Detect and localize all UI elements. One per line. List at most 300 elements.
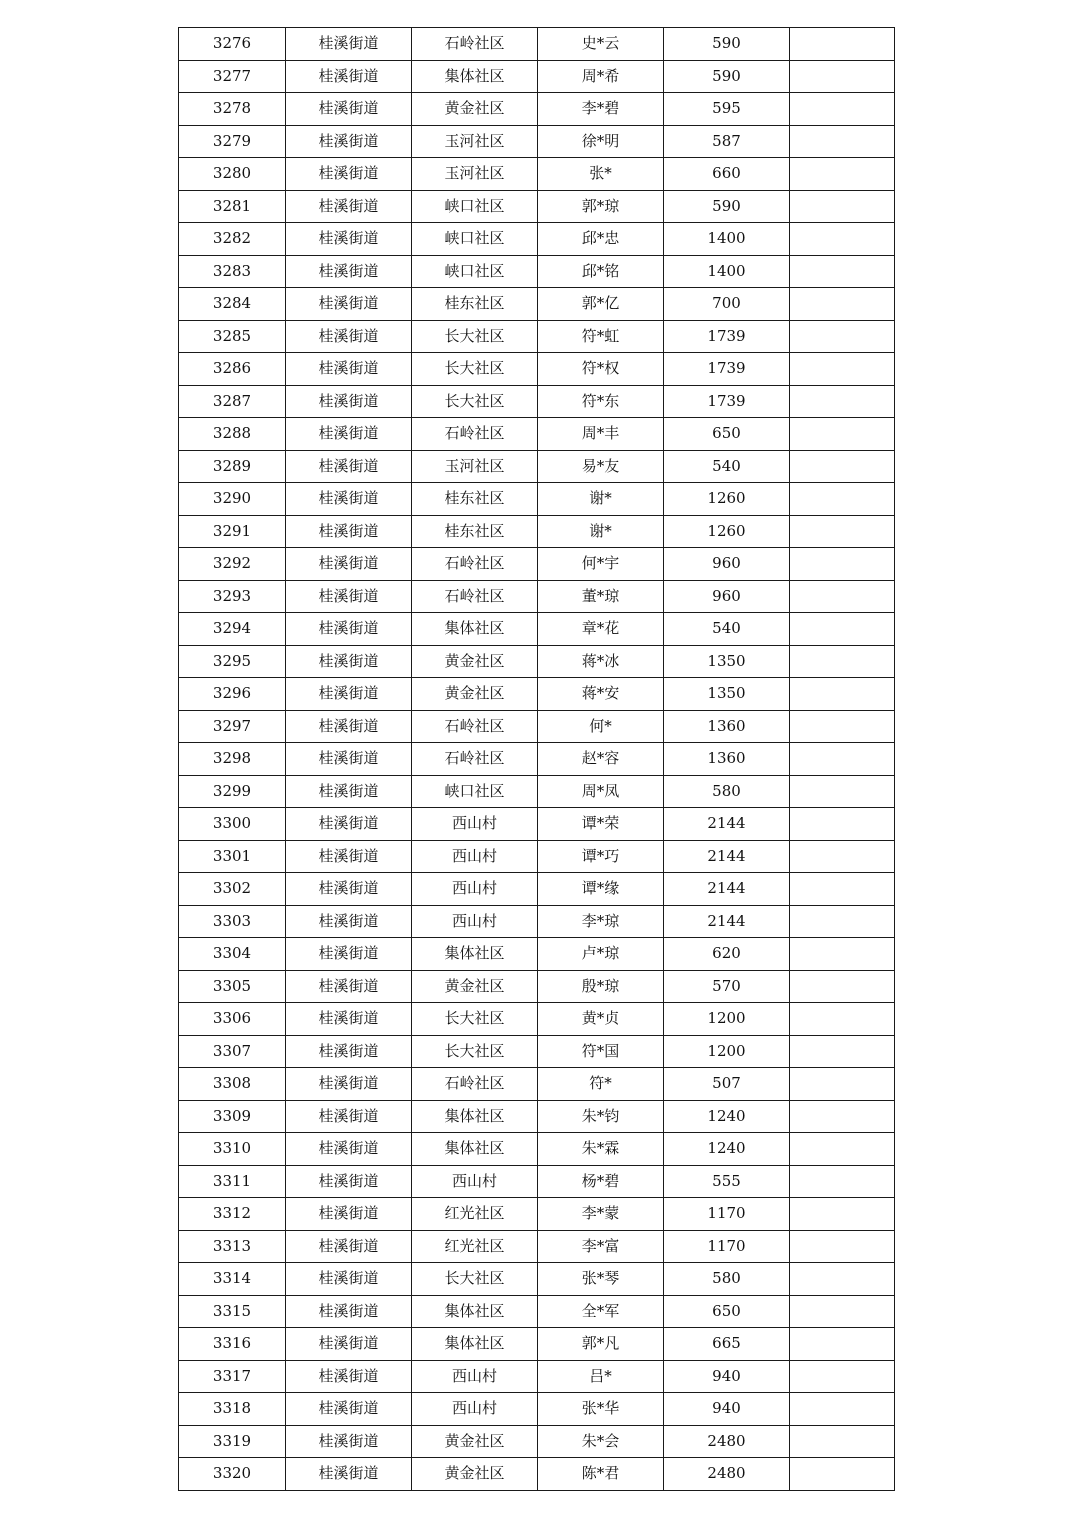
community-cell: 西山村	[412, 808, 538, 841]
community-cell: 玉河社区	[412, 158, 538, 191]
community-cell: 长大社区	[412, 353, 538, 386]
remark-cell	[790, 1230, 895, 1263]
table-row	[179, 125, 895, 158]
table-row	[179, 1068, 895, 1101]
community-cell: 玉河社区	[412, 450, 538, 483]
table-row	[179, 548, 895, 581]
community-cell: 集体社区	[412, 1133, 538, 1166]
street-cell: 桂溪街道	[286, 385, 412, 418]
remark-cell	[790, 808, 895, 841]
name-cell: 徐*明	[538, 125, 664, 158]
community-cell: 桂东社区	[412, 483, 538, 516]
name-cell: 张*华	[538, 1393, 664, 1426]
community-cell: 西山村	[412, 1165, 538, 1198]
name-cell: 谢*	[538, 515, 664, 548]
community-cell: 长大社区	[412, 385, 538, 418]
row-number-cell: 3285	[179, 320, 286, 353]
community-cell: 黄金社区	[412, 970, 538, 1003]
row-number-cell: 3289	[179, 450, 286, 483]
name-cell: 吕*	[538, 1360, 664, 1393]
name-cell: 陈*君	[538, 1458, 664, 1491]
street-cell: 桂溪街道	[286, 320, 412, 353]
street-cell: 桂溪街道	[286, 970, 412, 1003]
community-cell: 西山村	[412, 1360, 538, 1393]
row-number-cell: 3276	[179, 28, 286, 61]
community-cell: 黄金社区	[412, 678, 538, 711]
name-cell: 邱*铭	[538, 255, 664, 288]
remark-cell	[790, 223, 895, 256]
community-cell: 红光社区	[412, 1230, 538, 1263]
table-row	[179, 1458, 895, 1491]
row-number-cell: 3298	[179, 743, 286, 776]
community-cell: 长大社区	[412, 1003, 538, 1036]
amount-cell: 590	[664, 60, 790, 93]
name-cell: 郭*亿	[538, 288, 664, 321]
row-number-cell: 3307	[179, 1035, 286, 1068]
table-row	[179, 1133, 895, 1166]
name-cell: 李*富	[538, 1230, 664, 1263]
row-number-cell: 3314	[179, 1263, 286, 1296]
street-cell: 桂溪街道	[286, 353, 412, 386]
amount-cell: 2144	[664, 905, 790, 938]
amount-cell: 1400	[664, 223, 790, 256]
table-row	[179, 938, 895, 971]
street-cell: 桂溪街道	[286, 710, 412, 743]
name-cell: 符*虹	[538, 320, 664, 353]
amount-cell: 2144	[664, 873, 790, 906]
street-cell: 桂溪街道	[286, 1425, 412, 1458]
community-cell: 峡口社区	[412, 223, 538, 256]
remark-cell	[790, 1393, 895, 1426]
name-cell: 赵*容	[538, 743, 664, 776]
remark-cell	[790, 385, 895, 418]
amount-cell: 2480	[664, 1458, 790, 1491]
remark-cell	[790, 1100, 895, 1133]
amount-cell: 1240	[664, 1100, 790, 1133]
community-cell: 石岭社区	[412, 28, 538, 61]
name-cell: 周*凤	[538, 775, 664, 808]
name-cell: 李*蒙	[538, 1198, 664, 1231]
name-cell: 杨*碧	[538, 1165, 664, 1198]
amount-cell: 1350	[664, 678, 790, 711]
row-number-cell: 3295	[179, 645, 286, 678]
name-cell: 谭*荣	[538, 808, 664, 841]
street-cell: 桂溪街道	[286, 125, 412, 158]
name-cell: 何*宇	[538, 548, 664, 581]
data-table	[178, 27, 895, 1491]
amount-cell: 1360	[664, 743, 790, 776]
table-row	[179, 1425, 895, 1458]
row-number-cell: 3280	[179, 158, 286, 191]
street-cell: 桂溪街道	[286, 288, 412, 321]
amount-cell: 1350	[664, 645, 790, 678]
name-cell: 郭*凡	[538, 1328, 664, 1361]
community-cell: 集体社区	[412, 1295, 538, 1328]
remark-cell	[790, 28, 895, 61]
name-cell: 章*花	[538, 613, 664, 646]
table-row	[179, 775, 895, 808]
amount-cell: 2144	[664, 840, 790, 873]
row-number-cell: 3309	[179, 1100, 286, 1133]
street-cell: 桂溪街道	[286, 1068, 412, 1101]
name-cell: 朱*钧	[538, 1100, 664, 1133]
table-row	[179, 1295, 895, 1328]
amount-cell: 1260	[664, 483, 790, 516]
table-row	[179, 223, 895, 256]
name-cell: 史*云	[538, 28, 664, 61]
amount-cell: 650	[664, 418, 790, 451]
row-number-cell: 3312	[179, 1198, 286, 1231]
table-row	[179, 1100, 895, 1133]
amount-cell: 1360	[664, 710, 790, 743]
row-number-cell: 3311	[179, 1165, 286, 1198]
amount-cell: 1240	[664, 1133, 790, 1166]
street-cell: 桂溪街道	[286, 1165, 412, 1198]
amount-cell: 2480	[664, 1425, 790, 1458]
row-number-cell: 3286	[179, 353, 286, 386]
street-cell: 桂溪街道	[286, 223, 412, 256]
amount-cell: 507	[664, 1068, 790, 1101]
row-number-cell: 3317	[179, 1360, 286, 1393]
street-cell: 桂溪街道	[286, 613, 412, 646]
table-row	[179, 613, 895, 646]
name-cell: 谭*巧	[538, 840, 664, 873]
amount-cell: 580	[664, 775, 790, 808]
table-row	[179, 288, 895, 321]
row-number-cell: 3287	[179, 385, 286, 418]
row-number-cell: 3291	[179, 515, 286, 548]
remark-cell	[790, 1425, 895, 1458]
remark-cell	[790, 1458, 895, 1491]
row-number-cell: 3292	[179, 548, 286, 581]
remark-cell	[790, 288, 895, 321]
community-cell: 集体社区	[412, 60, 538, 93]
community-cell: 桂东社区	[412, 515, 538, 548]
table-row	[179, 450, 895, 483]
community-cell: 石岭社区	[412, 743, 538, 776]
amount-cell: 660	[664, 158, 790, 191]
table-row	[179, 28, 895, 61]
street-cell: 桂溪街道	[286, 1133, 412, 1166]
street-cell: 桂溪街道	[286, 873, 412, 906]
remark-cell	[790, 93, 895, 126]
remark-cell	[790, 905, 895, 938]
table-row	[179, 905, 895, 938]
street-cell: 桂溪街道	[286, 28, 412, 61]
community-cell: 黄金社区	[412, 93, 538, 126]
row-number-cell: 3302	[179, 873, 286, 906]
row-number-cell: 3305	[179, 970, 286, 1003]
table-row	[179, 255, 895, 288]
name-cell: 谭*缘	[538, 873, 664, 906]
remark-cell	[790, 775, 895, 808]
row-number-cell: 3279	[179, 125, 286, 158]
row-number-cell: 3316	[179, 1328, 286, 1361]
name-cell: 何*	[538, 710, 664, 743]
amount-cell: 960	[664, 548, 790, 581]
amount-cell: 1200	[664, 1035, 790, 1068]
remark-cell	[790, 743, 895, 776]
remark-cell	[790, 1360, 895, 1393]
community-cell: 长大社区	[412, 1263, 538, 1296]
community-cell: 石岭社区	[412, 580, 538, 613]
row-number-cell: 3294	[179, 613, 286, 646]
table-row	[179, 1360, 895, 1393]
remark-cell	[790, 1068, 895, 1101]
community-cell: 玉河社区	[412, 125, 538, 158]
amount-cell: 590	[664, 28, 790, 61]
remark-cell	[790, 645, 895, 678]
community-cell: 峡口社区	[412, 190, 538, 223]
remark-cell	[790, 1295, 895, 1328]
remark-cell	[790, 125, 895, 158]
amount-cell: 1260	[664, 515, 790, 548]
street-cell: 桂溪街道	[286, 1230, 412, 1263]
row-number-cell: 3278	[179, 93, 286, 126]
amount-cell: 595	[664, 93, 790, 126]
street-cell: 桂溪街道	[286, 1458, 412, 1491]
name-cell: 李*碧	[538, 93, 664, 126]
amount-cell: 2144	[664, 808, 790, 841]
table-row	[179, 873, 895, 906]
remark-cell	[790, 1165, 895, 1198]
row-number-cell: 3320	[179, 1458, 286, 1491]
row-number-cell: 3310	[179, 1133, 286, 1166]
row-number-cell: 3315	[179, 1295, 286, 1328]
amount-cell: 1739	[664, 320, 790, 353]
remark-cell	[790, 255, 895, 288]
name-cell: 殷*琼	[538, 970, 664, 1003]
table-row	[179, 158, 895, 191]
street-cell: 桂溪街道	[286, 808, 412, 841]
street-cell: 桂溪街道	[286, 938, 412, 971]
community-cell: 石岭社区	[412, 418, 538, 451]
street-cell: 桂溪街道	[286, 1003, 412, 1036]
remark-cell	[790, 1035, 895, 1068]
community-cell: 峡口社区	[412, 255, 538, 288]
row-number-cell: 3306	[179, 1003, 286, 1036]
table-row	[179, 60, 895, 93]
remark-cell	[790, 840, 895, 873]
amount-cell: 570	[664, 970, 790, 1003]
row-number-cell: 3284	[179, 288, 286, 321]
amount-cell: 940	[664, 1360, 790, 1393]
table-row	[179, 645, 895, 678]
community-cell: 西山村	[412, 873, 538, 906]
community-cell: 红光社区	[412, 1198, 538, 1231]
name-cell: 符*国	[538, 1035, 664, 1068]
row-number-cell: 3303	[179, 905, 286, 938]
street-cell: 桂溪街道	[286, 678, 412, 711]
street-cell: 桂溪街道	[286, 580, 412, 613]
table-row	[179, 970, 895, 1003]
street-cell: 桂溪街道	[286, 1263, 412, 1296]
name-cell: 周*希	[538, 60, 664, 93]
table-row	[179, 580, 895, 613]
name-cell: 符*东	[538, 385, 664, 418]
street-cell: 桂溪街道	[286, 840, 412, 873]
row-number-cell: 3281	[179, 190, 286, 223]
remark-cell	[790, 710, 895, 743]
table-row	[179, 1003, 895, 1036]
amount-cell: 960	[664, 580, 790, 613]
amount-cell: 665	[664, 1328, 790, 1361]
table-row	[179, 1035, 895, 1068]
name-cell: 邱*忠	[538, 223, 664, 256]
table-row	[179, 93, 895, 126]
street-cell: 桂溪街道	[286, 905, 412, 938]
remark-cell	[790, 613, 895, 646]
community-cell: 桂东社区	[412, 288, 538, 321]
remark-cell	[790, 158, 895, 191]
amount-cell: 1170	[664, 1230, 790, 1263]
amount-cell: 940	[664, 1393, 790, 1426]
remark-cell	[790, 1133, 895, 1166]
street-cell: 桂溪街道	[286, 1198, 412, 1231]
table-row	[179, 1230, 895, 1263]
street-cell: 桂溪街道	[286, 255, 412, 288]
remark-cell	[790, 353, 895, 386]
street-cell: 桂溪街道	[286, 190, 412, 223]
table-row	[179, 385, 895, 418]
community-cell: 西山村	[412, 840, 538, 873]
name-cell: 蒋*冰	[538, 645, 664, 678]
street-cell: 桂溪街道	[286, 1360, 412, 1393]
remark-cell	[790, 450, 895, 483]
community-cell: 石岭社区	[412, 1068, 538, 1101]
community-cell: 黄金社区	[412, 1458, 538, 1491]
street-cell: 桂溪街道	[286, 645, 412, 678]
remark-cell	[790, 1328, 895, 1361]
community-cell: 集体社区	[412, 938, 538, 971]
street-cell: 桂溪街道	[286, 775, 412, 808]
community-cell: 西山村	[412, 1393, 538, 1426]
row-number-cell: 3282	[179, 223, 286, 256]
table-row	[179, 1263, 895, 1296]
street-cell: 桂溪街道	[286, 1328, 412, 1361]
name-cell: 张*	[538, 158, 664, 191]
table-row	[179, 353, 895, 386]
remark-cell	[790, 1198, 895, 1231]
amount-cell: 620	[664, 938, 790, 971]
community-cell: 长大社区	[412, 1035, 538, 1068]
amount-cell: 700	[664, 288, 790, 321]
row-number-cell: 3293	[179, 580, 286, 613]
name-cell: 符*	[538, 1068, 664, 1101]
row-number-cell: 3300	[179, 808, 286, 841]
row-number-cell: 3283	[179, 255, 286, 288]
remark-cell	[790, 483, 895, 516]
amount-cell: 580	[664, 1263, 790, 1296]
street-cell: 桂溪街道	[286, 1393, 412, 1426]
row-number-cell: 3290	[179, 483, 286, 516]
name-cell: 黄*贞	[538, 1003, 664, 1036]
row-number-cell: 3299	[179, 775, 286, 808]
remark-cell	[790, 515, 895, 548]
amount-cell: 1739	[664, 385, 790, 418]
row-number-cell: 3308	[179, 1068, 286, 1101]
amount-cell: 540	[664, 613, 790, 646]
street-cell: 桂溪街道	[286, 1035, 412, 1068]
community-cell: 石岭社区	[412, 710, 538, 743]
row-number-cell: 3304	[179, 938, 286, 971]
street-cell: 桂溪街道	[286, 548, 412, 581]
row-number-cell: 3318	[179, 1393, 286, 1426]
table-row	[179, 678, 895, 711]
row-number-cell: 3301	[179, 840, 286, 873]
community-cell: 黄金社区	[412, 645, 538, 678]
remark-cell	[790, 873, 895, 906]
amount-cell: 555	[664, 1165, 790, 1198]
row-number-cell: 3313	[179, 1230, 286, 1263]
street-cell: 桂溪街道	[286, 158, 412, 191]
table-row	[179, 515, 895, 548]
amount-cell: 1170	[664, 1198, 790, 1231]
table-row	[179, 743, 895, 776]
remark-cell	[790, 60, 895, 93]
street-cell: 桂溪街道	[286, 515, 412, 548]
table-row	[179, 1165, 895, 1198]
amount-cell: 1200	[664, 1003, 790, 1036]
table-row	[179, 1328, 895, 1361]
table-row	[179, 1198, 895, 1231]
remark-cell	[790, 548, 895, 581]
amount-cell: 540	[664, 450, 790, 483]
name-cell: 朱*会	[538, 1425, 664, 1458]
name-cell: 张*琴	[538, 1263, 664, 1296]
amount-cell: 590	[664, 190, 790, 223]
remark-cell	[790, 418, 895, 451]
table-row	[179, 190, 895, 223]
street-cell: 桂溪街道	[286, 60, 412, 93]
name-cell: 董*琼	[538, 580, 664, 613]
remark-cell	[790, 1003, 895, 1036]
street-cell: 桂溪街道	[286, 743, 412, 776]
name-cell: 周*丰	[538, 418, 664, 451]
table-row	[179, 710, 895, 743]
remark-cell	[790, 580, 895, 613]
row-number-cell: 3277	[179, 60, 286, 93]
table-row	[179, 418, 895, 451]
street-cell: 桂溪街道	[286, 1100, 412, 1133]
street-cell: 桂溪街道	[286, 93, 412, 126]
name-cell: 卢*琼	[538, 938, 664, 971]
remark-cell	[790, 320, 895, 353]
amount-cell: 587	[664, 125, 790, 158]
table-row	[179, 840, 895, 873]
amount-cell: 1739	[664, 353, 790, 386]
remark-cell	[790, 190, 895, 223]
amount-cell: 1400	[664, 255, 790, 288]
table-body	[179, 28, 895, 1491]
street-cell: 桂溪街道	[286, 450, 412, 483]
community-cell: 西山村	[412, 905, 538, 938]
name-cell: 朱*霖	[538, 1133, 664, 1166]
remark-cell	[790, 678, 895, 711]
street-cell: 桂溪街道	[286, 483, 412, 516]
remark-cell	[790, 1263, 895, 1296]
row-number-cell: 3288	[179, 418, 286, 451]
table-row	[179, 808, 895, 841]
amount-cell: 650	[664, 1295, 790, 1328]
street-cell: 桂溪街道	[286, 1295, 412, 1328]
name-cell: 郭*琼	[538, 190, 664, 223]
name-cell: 蒋*安	[538, 678, 664, 711]
community-cell: 集体社区	[412, 1328, 538, 1361]
name-cell: 李*琼	[538, 905, 664, 938]
table-row	[179, 320, 895, 353]
row-number-cell: 3319	[179, 1425, 286, 1458]
